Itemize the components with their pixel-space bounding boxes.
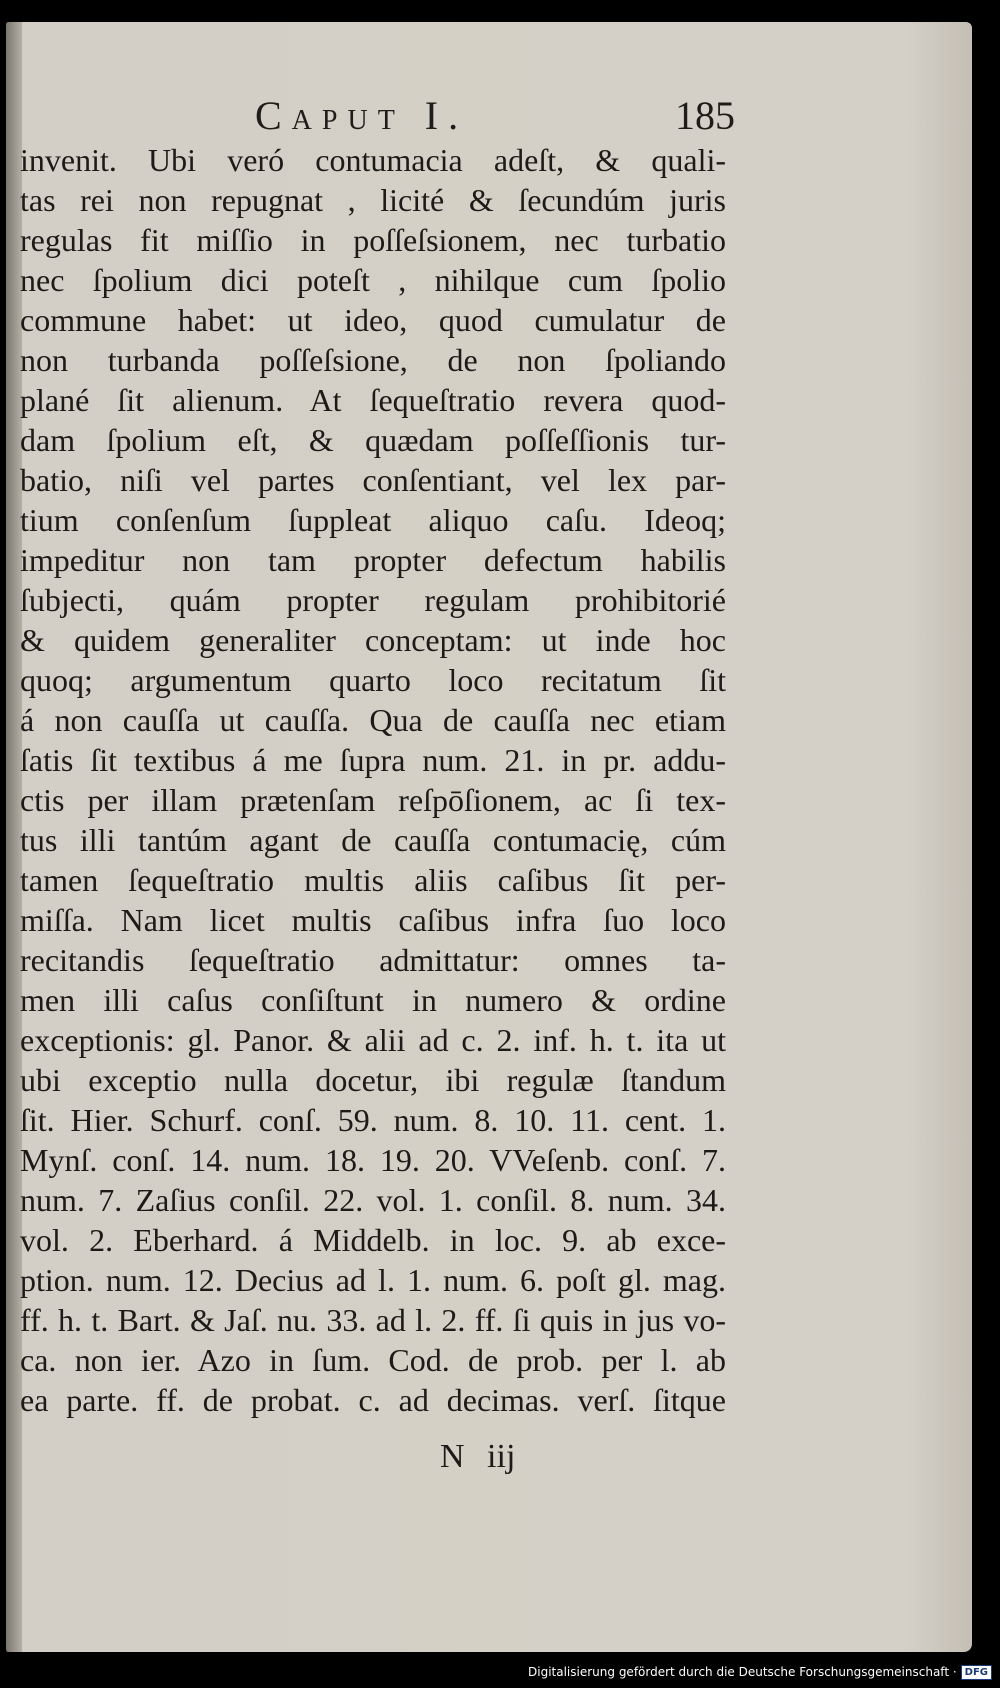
text-line: num. 7. Zaſius conſil. 22. vol. 1. conſil. 8. num. 34.	[20, 1182, 726, 1218]
text-line: tium conſenſum ſuppleat aliquo caſu. Ideoq;	[20, 502, 726, 538]
text-line: ption. num. 12. Decius ad l. 1. num. 6. poſt gl. mag.	[20, 1262, 726, 1298]
chapter-title: Caput I.	[255, 93, 469, 138]
text-line: ea parte. ff. de probat. c. ad decimas. verſ. ſitque	[20, 1382, 726, 1418]
text-line: men illi caſus conſiſtunt in numero & ordine	[20, 982, 726, 1018]
text-line: ſubjecti, quám propter regulam prohibitorié	[20, 582, 726, 618]
text-line: ctis per illam prætenſam reſpōſionem, ac ſi tex-	[20, 782, 726, 818]
text-line: quoq; argumentum quarto loco recitatum ſit	[20, 662, 726, 698]
text-line: recitandis ſequeſtratio admittatur: omnes ta-	[20, 942, 726, 978]
text-line: plané ſit alienum. At ſequeſtratio revera quod-	[20, 382, 726, 418]
text-line: á non cauſſa ut cauſſa. Qua de cauſſa nec etiam	[20, 702, 726, 738]
text-line: nec ſpolium dici poteſt , nihilque cum ſpolio	[20, 262, 726, 298]
text-line: ſatis ſit textibus á me ſupra num. 21. in pr. addu-	[20, 742, 726, 778]
text-line: ca. non ier. Azo in ſum. Cod. de prob. per l. ab	[20, 1342, 726, 1378]
text-line: Mynſ. conſ. 14. num. 18. 19. 20. VVeſenb. conſ. 7.	[20, 1142, 726, 1178]
text-line: batio, niſi vel partes conſentiant, vel lex par-	[20, 462, 726, 498]
text-line: exceptionis: gl. Panor. & alii ad c. 2. inf. h. t. ita ut	[20, 1022, 726, 1058]
dfg-logo: DFG	[961, 1665, 992, 1680]
text-line: ſit. Hier. Schurf. conſ. 59. num. 8. 10. 11. cent. 1.	[20, 1102, 726, 1138]
text-line: commune habet: ut ideo, quod cumulatur de	[20, 302, 726, 338]
text-line: non turbanda poſſeſsione, de non ſpoliando	[20, 342, 726, 378]
text-line: miſſa. Nam licet multis caſibus infra ſuo loco	[20, 902, 726, 938]
text-line: tamen ſequeſtratio multis aliis caſibus ſit per-	[20, 862, 726, 898]
text-line: regulas fit miſſio in poſſeſsionem, nec turbatio	[20, 222, 726, 258]
text-line: & quidem generaliter conceptam: ut inde hoc	[20, 622, 726, 658]
signature-mark: N iij	[440, 1438, 516, 1475]
text-line: tus illi tantúm agant de cauſſa contumacię, cúm	[20, 822, 726, 858]
text-line: tas rei non repugnat , licité & ſecundúm juris	[20, 182, 726, 218]
text-line: dam ſpolium eſt, & quædam poſſeſſionis tur-	[20, 422, 726, 458]
page-number: 185	[675, 93, 735, 138]
body-text	[20, 140, 726, 1420]
running-header	[255, 92, 735, 138]
text-line: ff. h. t. Bart. & Jaſ. nu. 33. ad l. 2. ff. ſi quis in jus vo-	[20, 1302, 726, 1338]
text-line: invenit. Ubi veró contumacia adeſt, & quali-	[20, 142, 726, 178]
text-line: ubi exceptio nulla docetur, ibi regulæ ſtandum	[20, 1062, 726, 1098]
text-line: vol. 2. Eberhard. á Middelb. in loc. 9. ab exce-	[20, 1222, 726, 1258]
digitization-credit	[528, 1662, 992, 1682]
credit-text: Digitalisierung gefördert durch die Deutsche Forschungsgemeinschaft ·	[528, 1665, 957, 1679]
text-line: impeditur non tam propter defectum habilis	[20, 542, 726, 578]
